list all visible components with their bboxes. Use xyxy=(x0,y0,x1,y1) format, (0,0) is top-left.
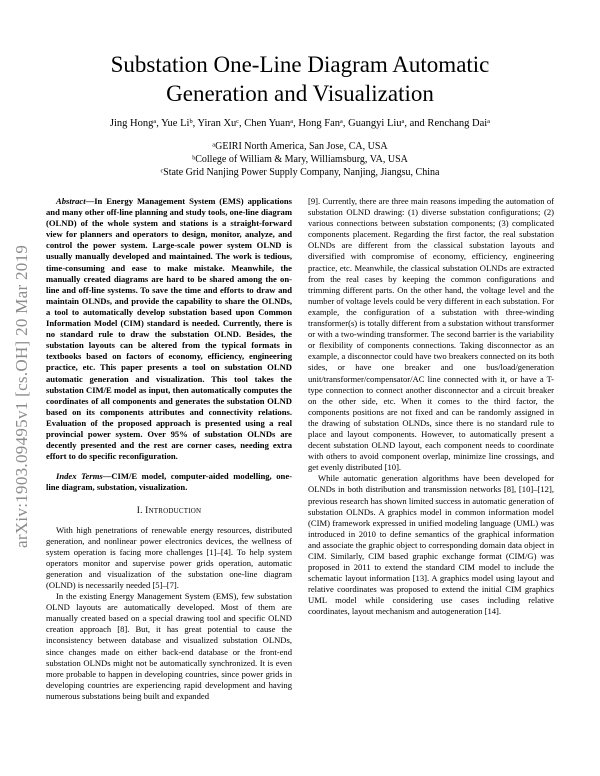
abstract-lead: Abstract xyxy=(56,196,86,206)
abstract-text: —In Energy Management System (EMS) applications and many other off-line planning and study tools, one-line diagram (OLND) of the whole system and stations is a straight-forward view for planners and operators to design, monitor, analyze, and control the power system. Large-scale power system OLND is usually manually developed and maintained. The work is tedious, time-consuming and ease to make mistake. Meanwhile, the manually created diagrams are hard to be shared among the on-line and off-line systems. To save the time and efforts to draw and maintain OLNDs, and provide the capability to share the OLNDs, a tool to automatically develop substation based upon Common Information Model (CIM) standard is needed. Currently, there is no standard rule to draw the substation OLND. Besides, the substation layouts can be altered from the typical formats in textbooks based on factors of economy, efficiency, engineering practice, etc. This paper presents a tool on substation OLND automatic generation and visualization. This tool takes the substation CIM/E model as input, then automatically computes the coordinates of all components and generates the substation OLND based on its components attributes and connectivity relations. Evaluation of the proposed approach is presented using a real provincial power system. Over 95% of substation OLNDs are decently presented and the rest are corner cases, needing extra effort to do specific reconfiguration. xyxy=(46,196,292,462)
intro-paragraph-1: With high penetrations of renewable energy resources, distributed generation, and nonlinear power electronics devices, the wellness of system operation is facing more challenges [1]–[4]. To help system operators monitor and supervise power grids operation, automatic generation and visualization of the substation one-line diagram (OLND) is necessarily needed [5]–[7]. xyxy=(46,524,292,590)
abstract xyxy=(46,196,292,462)
index-terms-text: —CIM/E model, computer-aided modelling, one-line diagram, substation, visualization. xyxy=(46,471,292,493)
index-terms xyxy=(46,471,292,493)
intro-paragraph-4: While automatic generation algorithms have been developed for OLNDs in both distribution and transmission networks [8], [10]–[12], previous research has shown limited success in automatic generation of substation OLNDs. A graphics model in common information model (CIM) framework expressed in unified modeling language (UML) was introduced in 2010 to define semantics of the graphical information and associate the graphic object to corresponding domain data object in CIM. Similarly, CIM based graphic exchange format (CIM/G) was proposed in 2011 to extend the standard CIM model to include the schematic layout information [13]. A graphics model using layout and relative coordinates was proposed to extend the initial CIM graphics UML model while considering use cases including relative coordinates, layout mechanism and autogeneration [14]. xyxy=(308,473,554,617)
right-column xyxy=(308,196,554,618)
affiliation-c: ᶜState Grid Nanjing Power Supply Company, Nanjing, Jiangsu, China xyxy=(160,167,440,178)
paper-title: Substation One-Line Diagram Automatic Generation and Visualization xyxy=(110,52,490,106)
intro-paragraph-2: In the existing Energy Management System (EMS), few substation OLND layouts are automatically developed. Most of them are manually created based on a special drawing tool and specific OLND creation approach [8]. But, it has great potential to cause the inconsistency between database and visualized substation OLNDs, since changes made on either back-end database or the front-end substation OLNDs might not be automatically synchronized. It is even more probable to happen in developing countries, since power grids in developing countries are experiencing rapid development and having numerous substations being built and expanded xyxy=(46,591,292,701)
affiliation-a: ᵃGEIRI North America, San Jose, CA, USA xyxy=(212,141,388,152)
section-heading-introduction: I. Introduction xyxy=(136,506,202,517)
left-column xyxy=(46,196,292,702)
index-terms-lead: Index Terms xyxy=(56,471,103,482)
intro-paragraph-3: [9]. Currently, there are three main reasons impeding the automation of substation OLND drawing: (1) diverse substation configurations; (2) various connections between substation components; (3) complicated components placement. Regarding the first factor, the real substation OLNDs are different from the classical substation layouts and diversified with compromise of economy, efficiency, engineering practice, etc. Meanwhile, the classical substation OLNDs are extracted from the real cases by keeping the common configurations and trimming different parts. On the other hand, the voltage level and the number of voltage levels could be very different in each substation. For example, the configuration of a substation with three-winding transformer(s) is totally different from a substation without transformer or with a two-winding transformer. The second barrier is the variability or flexibility of components connections. Taking disconnector as an example, a disconnector could have two breakers connected on its both sides, or have one breaker and one bus/load/generation unit/transformer/compensator/AC line connected with it, or have a T-type connection to connect another disconnector and a circuit breaker on the other side, etc. When it comes to the third factor, the components positions are not fixed and can be randomly assigned in the drawing of substation OLNDs, since there is no standard rule to place and layout components. However, to automatically present a decent substation OLND layout, each component needs to coordinate with others to avoid component overlap, minimize line crossings, and get evenly distributed [10]. xyxy=(308,196,554,473)
arxiv-side-stamp: arXiv:1903.09495v1 [cs.OH] 20 Mar 2019 xyxy=(12,244,31,548)
affiliation-b: ᵇCollege of William & Mary, Williamsburg, VA, USA xyxy=(192,154,408,165)
author-list: Jing Hongᵃ, Yue Liᵇ, Yiran Xuᶜ, Chen Yuanᵃ, Hong Fanᵃ, Guangyi Liuᵃ, and Renchang Daiᵃ xyxy=(109,118,491,129)
affiliations xyxy=(60,140,540,179)
